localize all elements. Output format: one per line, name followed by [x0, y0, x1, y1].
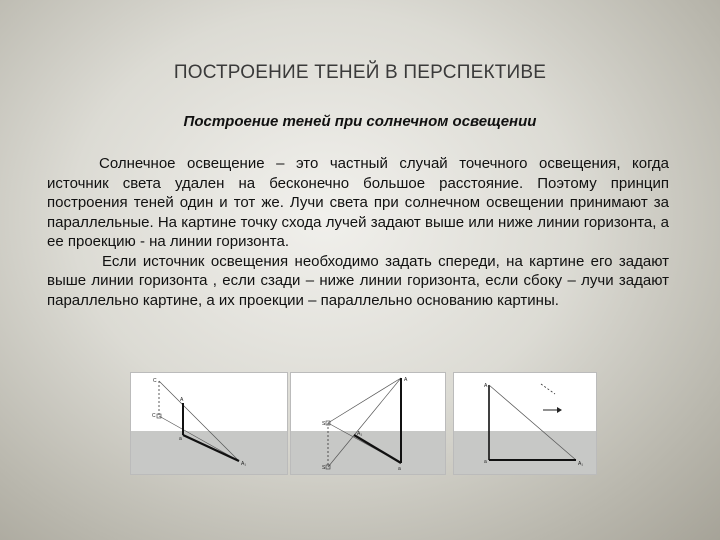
label-a-base: a: [484, 459, 487, 465]
figure-front-light-drawing: [131, 373, 287, 474]
label-a-base: a: [179, 436, 182, 442]
label-source-projection: C: [152, 413, 156, 419]
label-source-projection: S: [322, 465, 326, 471]
figure-side-light: [453, 372, 597, 475]
figure-back-light: [290, 372, 446, 475]
paragraph-1: Солнечное освещение – это частный случай точечного освещения, когда источник света удален на бесконечно большое расстояние. Поэтому принцип построения теней один и тот же. Лучи света при солнечном освещении принимают за параллельные. На картине точку схода лучей задают выше или ниже линии горизонта, а ее проекцию - на линии горизонта.: [47, 155, 669, 250]
label-a: A: [180, 397, 184, 403]
label-a-shadow: A₁: [578, 461, 584, 467]
label-a: A: [404, 377, 408, 383]
paragraph-2: Если источник освещения необходимо задать спереди, на картине его задают выше линии горизонта , если сзади – ниже линии горизонта, если сбоку – лучи задают параллельно картине, а их проекции – параллельно основанию картины.: [47, 252, 669, 309]
label-a-shadow: A₁: [241, 461, 247, 467]
label-a-shadow: A₁: [357, 431, 363, 437]
body-text: [47, 154, 669, 310]
label-a-base: a: [398, 466, 401, 472]
figure-front-light: [130, 372, 288, 475]
label-source: S: [322, 421, 326, 427]
figure-back-light-drawing: [291, 373, 445, 474]
slide-title: ПОСТРОЕНИЕ ТЕНЕЙ В ПЕРСПЕКТИВЕ: [173, 62, 547, 83]
figure-side-light-drawing: [454, 373, 596, 474]
label-a: A: [484, 383, 488, 389]
slide-subtitle: Построение теней при солнечном освещении: [183, 113, 537, 130]
label-source: C: [153, 378, 157, 384]
